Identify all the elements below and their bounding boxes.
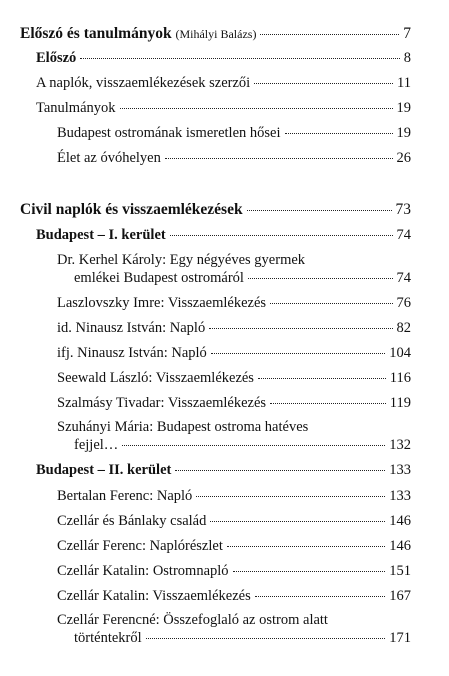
leader-dots	[270, 403, 386, 404]
toc-entry-title: emlékei Budapest ostromáról	[74, 270, 244, 286]
toc-entry-szuhanyi[interactable]	[74, 437, 411, 454]
toc-entry-title: Czellár Katalin: Visszaemlékezés	[57, 588, 251, 604]
toc-entry-page: 119	[389, 395, 411, 411]
toc-entry-page: 19	[396, 100, 411, 116]
toc-entry-page: 146	[389, 538, 411, 554]
leader-dots	[211, 353, 385, 354]
leader-dots	[258, 378, 386, 379]
toc-entry-page: 132	[389, 437, 411, 453]
toc-entry-preface[interactable]	[36, 50, 411, 67]
leader-dots	[175, 470, 385, 471]
toc-entry-page: 26	[396, 150, 411, 166]
leader-dots	[122, 445, 385, 446]
toc-entry-laszlovszky[interactable]	[57, 295, 411, 312]
toc-entry-szuhanyi-line1[interactable]: Szuhányi Mária: Budapest ostroma hatéves	[57, 419, 309, 435]
leader-dots	[233, 571, 386, 572]
toc-entry-ninausz-senior[interactable]	[57, 320, 411, 337]
toc-entry-szalmasy[interactable]	[57, 395, 411, 412]
leader-dots	[210, 521, 385, 522]
toc-entry-page: 151	[389, 563, 411, 579]
leader-dots	[165, 158, 393, 159]
toc-entry-ninausz-junior[interactable]	[57, 345, 411, 362]
toc-entry-title: Czellár és Bánlaky család	[57, 513, 207, 529]
leader-dots	[170, 235, 393, 236]
toc-entry-czellar-banlaky[interactable]	[57, 513, 411, 530]
toc-entry-district-1[interactable]	[36, 227, 411, 244]
toc-entry-czellar-ferencne-line1[interactable]: Czellár Ferencné: Összefoglaló az ostrom alatt	[57, 612, 328, 628]
toc-entry-title: Budapest – I. kerület	[36, 227, 166, 243]
toc-entry-title: Czellár Ferenc: Naplórészlet	[57, 538, 223, 554]
leader-dots	[227, 546, 385, 547]
toc-entry-page: 82	[396, 320, 411, 336]
leader-dots	[260, 34, 399, 35]
toc-entry-page: 146	[389, 513, 411, 529]
toc-entry-page: 74	[396, 227, 411, 243]
toc-entry-page: 133	[389, 462, 411, 478]
toc-entry-title: Előszó és tanulmányok (Mihályi Balázs)	[20, 25, 257, 42]
toc-entry-title: ifj. Ninausz István: Napló	[57, 345, 207, 361]
leader-dots	[285, 133, 393, 134]
toc-entry-title: Seewald László: Visszaemlékezés	[57, 370, 254, 386]
toc-entry-page: 11	[397, 75, 411, 91]
toc-entry-page: 133	[389, 488, 411, 504]
toc-entry-page: 74	[396, 270, 411, 286]
leader-dots	[255, 596, 386, 597]
toc-entry-seewald[interactable]	[57, 370, 411, 387]
toc-entry-title: Élet az óvóhelyen	[57, 150, 161, 166]
leader-dots	[270, 303, 392, 304]
toc-entry-title: Laszlovszky Imre: Visszaemlékezés	[57, 295, 267, 311]
leader-dots	[120, 108, 393, 109]
toc-entry-authors[interactable]	[36, 75, 411, 92]
toc-entry-page: 7	[403, 25, 411, 42]
toc-entry-czellar-ferenc[interactable]	[57, 538, 411, 555]
toc-entry-preface-and-studies[interactable]	[20, 25, 411, 43]
toc-entry-title: Szalmásy Tivadar: Visszaemlékezés	[57, 395, 267, 411]
toc-entry-page: 116	[389, 370, 411, 386]
toc-entry-title: Bertalan Ferenc: Napló	[57, 488, 193, 504]
toc-entry-title: fejjel…	[74, 437, 119, 453]
toc-entry-title: id. Ninausz István: Napló	[57, 320, 206, 336]
toc-entry-page: 19	[396, 125, 411, 141]
toc-entry-unknown-heroes[interactable]	[57, 125, 411, 142]
toc-entry-page: 104	[389, 345, 411, 361]
toc-entry-title: Civil naplók és visszaemlékezések	[20, 201, 243, 218]
toc-entry-district-2[interactable]	[36, 462, 411, 479]
toc-entry-page: 167	[389, 588, 411, 604]
toc-entry-studies[interactable]	[36, 100, 411, 117]
toc-entry-kerhel[interactable]	[74, 270, 411, 287]
toc-entry-czellar-katalin-diary[interactable]	[57, 563, 411, 580]
toc-entry-czellar-ferencne[interactable]	[74, 630, 411, 647]
toc-entry-title: Budapest – II. kerület	[36, 462, 172, 478]
toc-entry-title: Budapest ostromának ismeretlen hősei	[57, 125, 281, 141]
leader-dots	[196, 496, 385, 497]
toc-entry-page: 76	[396, 295, 411, 311]
toc-entry-title: történtekről	[74, 630, 142, 646]
toc-entry-page: 171	[389, 630, 411, 646]
leader-dots	[146, 638, 386, 639]
toc-entry-title: A naplók, visszaemlékezések szerzői	[36, 75, 251, 91]
leader-dots	[80, 58, 399, 59]
toc-entry-bertalan[interactable]	[57, 488, 411, 505]
toc-entry-author-note: (Mihályi Balázs)	[175, 27, 257, 41]
toc-entry-czellar-katalin-memoir[interactable]	[57, 588, 411, 605]
toc-entry-page: 8	[403, 50, 411, 66]
leader-dots	[248, 278, 393, 279]
toc-entry-civil-diaries[interactable]	[20, 201, 411, 218]
toc-entry-page: 73	[395, 201, 411, 218]
toc-entry-title: Tanulmányok	[36, 100, 116, 116]
leader-dots	[247, 210, 392, 211]
toc-entry-title: Czellár Katalin: Ostromnapló	[57, 563, 229, 579]
toc-entry-life-in-shelter[interactable]	[57, 150, 411, 167]
toc-entry-kerhel-line1[interactable]: Dr. Kerhel Károly: Egy négyéves gyermek	[57, 252, 306, 268]
leader-dots	[254, 83, 393, 84]
leader-dots	[209, 328, 392, 329]
toc-entry-title: Előszó	[36, 50, 77, 66]
